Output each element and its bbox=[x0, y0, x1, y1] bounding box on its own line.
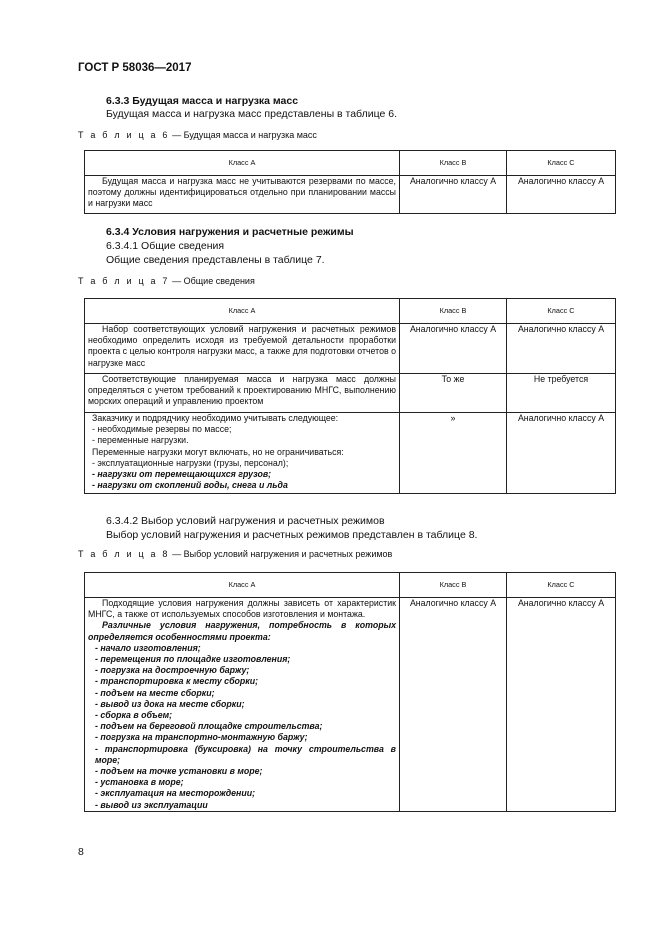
table8-row1-cell-c: Аналогично классу А bbox=[507, 598, 616, 812]
list-item: - подъем на месте сборки; bbox=[95, 687, 215, 698]
page-number: 8 bbox=[78, 846, 84, 858]
table-8 bbox=[84, 572, 616, 812]
table7-header-row bbox=[85, 299, 616, 324]
section-6-3-4-1-heading: 6.3.4.1 Общие сведения bbox=[106, 240, 225, 252]
list-item: - нагрузки от скоплений воды, снега и льда bbox=[92, 480, 288, 491]
section-6-3-3-text: Будущая масса и нагрузка масс представлены в таблице 6. bbox=[106, 108, 398, 120]
list-item: - подъем на точке установки в море; bbox=[95, 766, 263, 777]
table7-caption bbox=[78, 276, 255, 286]
list-item: - эксплуатация на месторождении; bbox=[95, 788, 256, 799]
table8-bold-intro: Различные условия нагружения, потребность в которых определяется особенностями проекта: bbox=[88, 620, 396, 642]
list-item: - транспортировка (буксировка) на точку строительства в море; bbox=[95, 743, 396, 765]
table6-caption bbox=[78, 130, 317, 140]
table-row bbox=[85, 176, 616, 214]
list-item: - вывод из дока на месте сборки; bbox=[95, 698, 245, 709]
table8-caption bbox=[78, 549, 392, 559]
list-item: - вывод из эксплуатации bbox=[95, 799, 208, 810]
table7-caption-prefix: Т а б л и ц а 7 bbox=[78, 276, 170, 286]
table-row bbox=[85, 374, 616, 413]
table-row bbox=[85, 413, 616, 494]
table7-header-class-c: Класс С bbox=[507, 299, 616, 324]
list-item: - транспортировка к месту сборки; bbox=[95, 676, 259, 687]
table6-cell-c: Аналогично классу А bbox=[507, 176, 616, 214]
table7-row2-cell-a: Соответствующие планируемая масса и нагрузка масс должны определяться с учетом требований к проектированию МНГС, выполнению морских операций и управлению проектом bbox=[85, 374, 400, 413]
section-6-3-4-heading: 6.3.4 Условия нагружения и расчетные режимы bbox=[106, 226, 354, 238]
table7-row2-cell-b: То же bbox=[400, 374, 507, 413]
table6-header-row bbox=[85, 151, 616, 176]
section-6-3-3-heading: 6.3.3 Будущая масса и нагрузка масс bbox=[106, 95, 299, 107]
table8-intro-text: Подходящие условия нагружения должны зависеть от характеристик МНГС, а также от используемых способов изготовления и монтажа. bbox=[88, 598, 396, 620]
list-item: - погрузка на транспортно-монтажную баржу; bbox=[95, 732, 308, 743]
list-item: Заказчику и подрядчику необходимо учитывать следующее: bbox=[92, 413, 339, 423]
table7-row3-cell-a bbox=[85, 413, 400, 494]
table6-cell-b: Аналогично классу А bbox=[400, 176, 507, 214]
section-6-3-4-2-heading: 6.3.4.2 Выбор условий нагружения и расчетных режимов bbox=[106, 515, 385, 527]
list-item: - переменные нагрузки. bbox=[92, 435, 189, 446]
list-item: - сборка в объем; bbox=[95, 710, 173, 721]
table7-row2-cell-c: Не требуется bbox=[507, 374, 616, 413]
table-7 bbox=[84, 298, 616, 494]
table8-header-class-b: Класс В bbox=[400, 573, 507, 598]
list-item: - начало изготовления; bbox=[95, 642, 201, 653]
table7-header-class-a: Класс А bbox=[85, 299, 400, 324]
table7-header-class-b: Класс В bbox=[400, 299, 507, 324]
table-row bbox=[85, 598, 616, 812]
table6-header-class-c: Класс С bbox=[507, 151, 616, 176]
table8-header-row bbox=[85, 573, 616, 598]
list-item: - перемещения по площадке изготовления; bbox=[95, 654, 291, 665]
table6-caption-title: — Будущая масса и нагрузка масс bbox=[169, 130, 317, 140]
table6-header-class-b: Класс В bbox=[400, 151, 507, 176]
table7-caption-title: — Общие сведения bbox=[169, 276, 255, 286]
section-6-3-4-2-text: Выбор условий нагружения и расчетных режимов представлен в таблице 8. bbox=[106, 529, 478, 541]
list-item: - погрузка на достроечную баржу; bbox=[95, 665, 250, 676]
table6-cell-a: Будущая масса и нагрузка масс не учитываются резервами по массе, поэтому должны идентифицироваться отдельно при планировании массы и нагрузки масс bbox=[85, 176, 400, 214]
table7-row1-cell-a: Набор соответствующих условий нагружения и расчетных режимов необходимо определить исходя из требуемой детальности проработки проекта с целью контроля нагрузки масс, а также для подготовки отчетов о нагрузке масс bbox=[85, 324, 400, 374]
table7-row3-cell-c: Аналогично классу А bbox=[507, 413, 616, 494]
list-item: - необходимые резервы по массе; bbox=[92, 424, 232, 435]
table8-row1-cell-b: Аналогично классу А bbox=[400, 598, 507, 812]
document-header: ГОСТ Р 58036—2017 bbox=[78, 62, 192, 74]
table7-row1-cell-c: Аналогично классу А bbox=[507, 324, 616, 374]
table8-header-class-a: Класс А bbox=[85, 573, 400, 598]
table8-caption-title: — Выбор условий нагружения и расчетных режимов bbox=[169, 549, 393, 559]
table8-caption-prefix: Т а б л и ц а 8 bbox=[78, 549, 170, 559]
section-6-3-4-1-text: Общие сведения представлены в таблице 7. bbox=[106, 254, 325, 266]
table7-row1-cell-b: Аналогично классу А bbox=[400, 324, 507, 374]
table6-caption-prefix: Т а б л и ц а 6 bbox=[78, 130, 170, 140]
list-item: - эксплуатационные нагрузки (грузы, персонал); bbox=[92, 457, 289, 468]
list-item: - нагрузки от перемещающихся грузов; bbox=[92, 469, 272, 480]
table6-header-class-a: Класс А bbox=[85, 151, 400, 176]
list-item: - установка в море; bbox=[95, 777, 184, 788]
table7-row3-cell-b: » bbox=[400, 413, 507, 494]
list-item: - подъем на береговой площадке строительства; bbox=[95, 721, 323, 732]
table8-header-class-c: Класс С bbox=[507, 573, 616, 598]
list-item: Переменные нагрузки могут включать, но не ограничиваться: bbox=[92, 446, 344, 457]
table8-row1-cell-a bbox=[85, 598, 400, 812]
table-6 bbox=[84, 150, 616, 214]
table-row bbox=[85, 324, 616, 374]
